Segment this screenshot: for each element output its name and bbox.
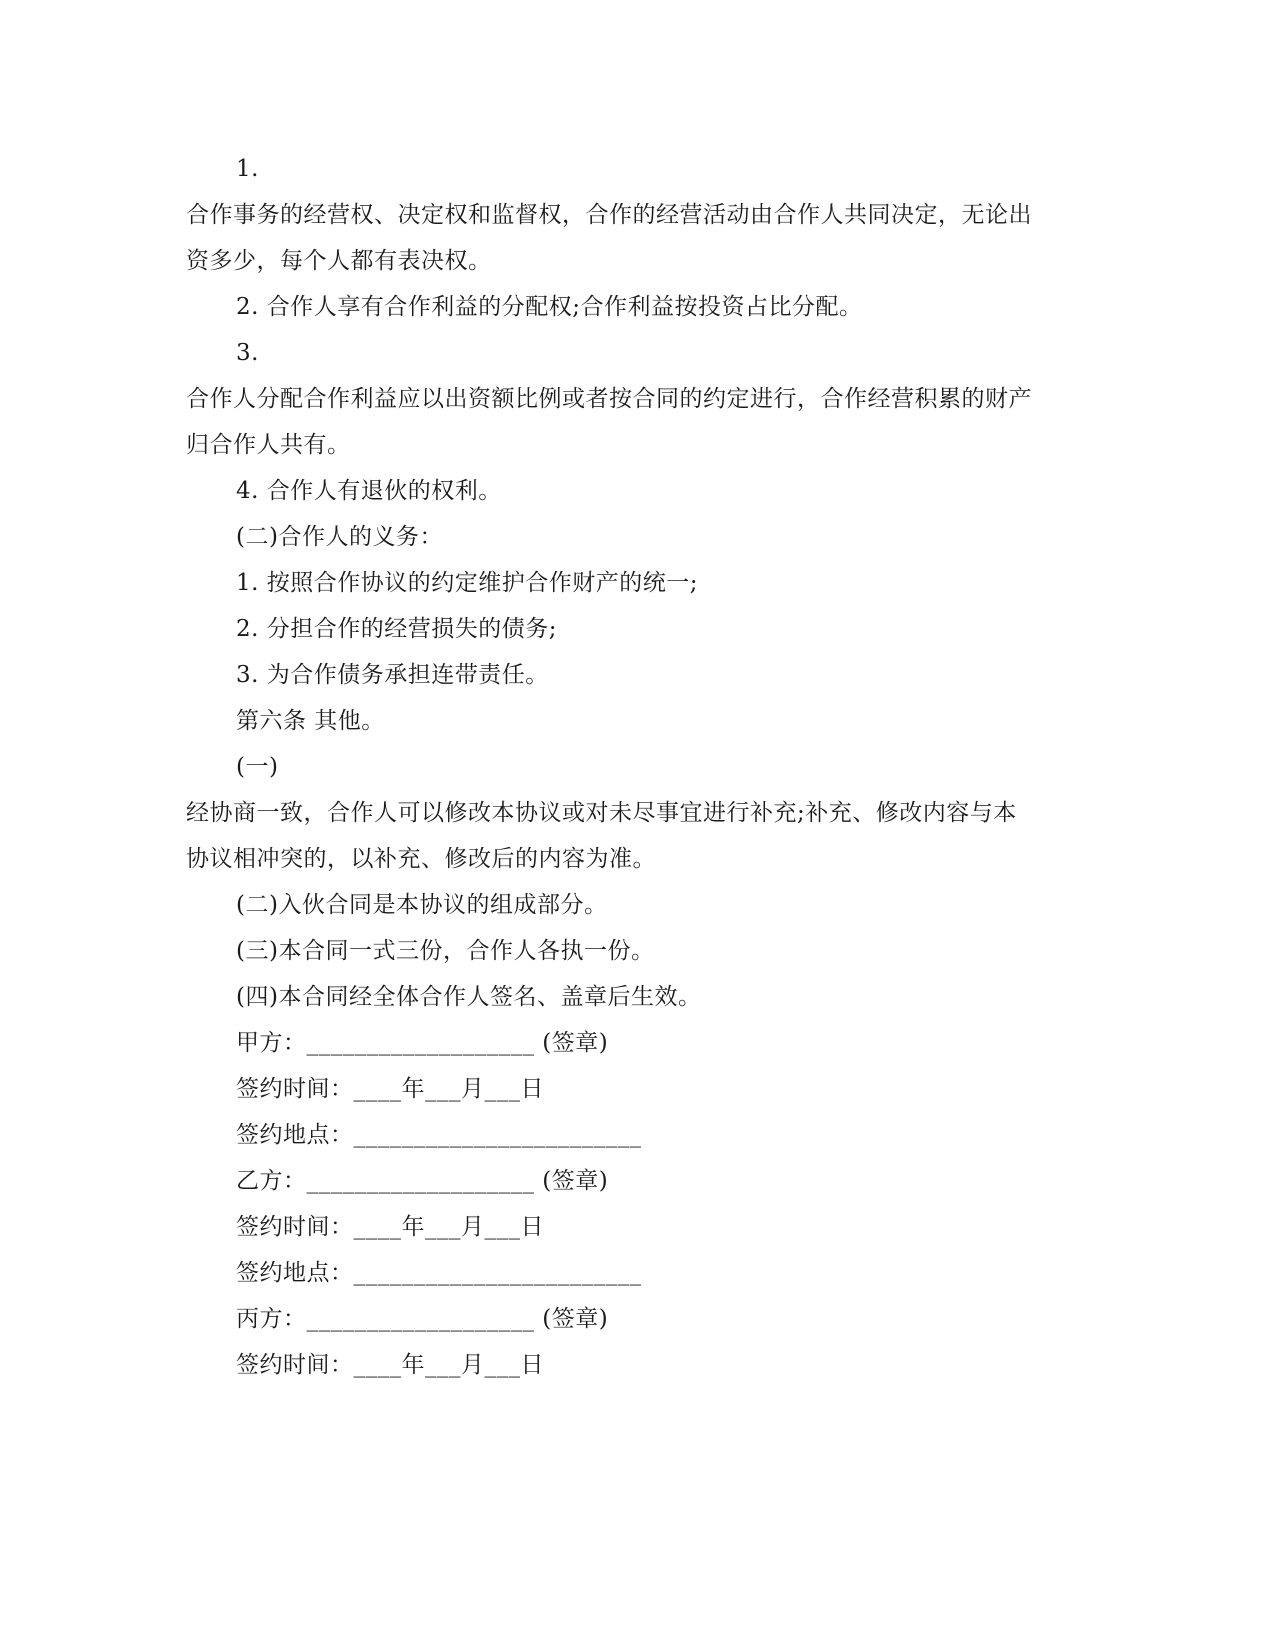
clause-item-4: 4. 合作人有退伙的权利。 [236, 478, 502, 504]
clause-text-line: 合作人分配合作利益应以出资额比例或者按合同的约定进行，合作经营积累的财产 [186, 386, 1032, 412]
clause-text-line: 协议相冲突的，以补充、修改后的内容为准。 [186, 846, 656, 872]
obligation-item-3: 3. 为合作债务承担连带责任。 [236, 662, 549, 688]
party-b-sign-place: 签约地点：________________________ [236, 1260, 642, 1286]
clause-text-line: 经协商一致，合作人可以修改本协议或对未尽事宜进行补充;补充、修改内容与本 [186, 800, 1017, 826]
section-heading-obligations: (二)合作人的义务： [236, 524, 443, 550]
clause-text-line: 合作事务的经营权、决定权和监督权，合作的经营活动由合作人共同决定，无论出 [186, 202, 1032, 228]
sub-clause-label-1: (一) [236, 754, 279, 780]
clause-number-1: 1. [236, 156, 259, 182]
sub-clause-4: (四)本合同经全体合作人签名、盖章后生效。 [236, 984, 702, 1010]
party-c-sign-date: 签约时间：____年___月___日 [236, 1352, 544, 1378]
clause-item-2: 2. 合作人享有合作利益的分配权;合作利益按投资占比分配。 [236, 294, 863, 320]
party-a-sign-date: 签约时间：____年___月___日 [236, 1076, 544, 1102]
sub-clause-3: (三)本合同一式三份，合作人各执一份。 [236, 938, 655, 964]
obligation-item-1: 1. 按照合作协议的约定维护合作财产的统一; [236, 570, 699, 596]
party-a-signature-line: 甲方：___________________ (签章) [236, 1030, 609, 1056]
obligation-item-2: 2. 分担合作的经营损失的债务; [236, 616, 558, 642]
sub-clause-2: (二)入伙合同是本协议的组成部分。 [236, 892, 608, 918]
clause-number-3: 3. [236, 340, 259, 366]
party-b-sign-date: 签约时间：____年___月___日 [236, 1214, 544, 1240]
article-heading-6: 第六条 其他。 [236, 708, 385, 734]
clause-text-line: 资多少，每个人都有表决权。 [186, 248, 492, 274]
party-c-signature-line: 丙方：___________________ (签章) [236, 1306, 609, 1332]
party-b-signature-line: 乙方：___________________ (签章) [236, 1168, 609, 1194]
party-a-sign-place: 签约地点：________________________ [236, 1122, 642, 1148]
clause-text-line: 归合作人共有。 [186, 432, 351, 458]
